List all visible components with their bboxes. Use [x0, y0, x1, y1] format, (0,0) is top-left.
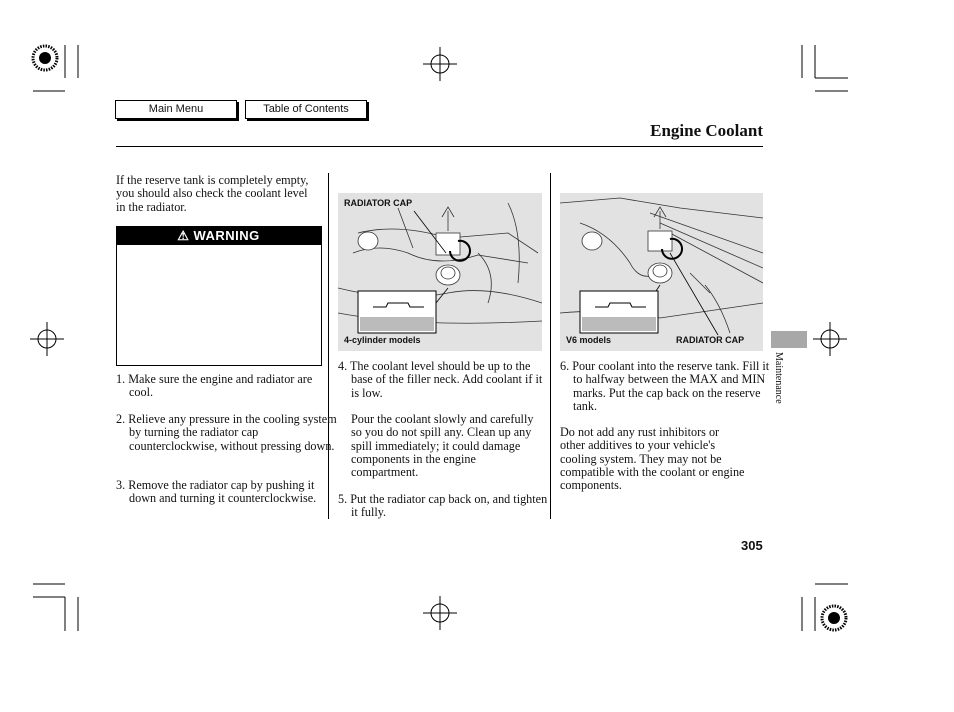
column-divider-2 — [550, 173, 551, 519]
warning-triangle-icon: ⚠ — [177, 228, 190, 243]
step-2: 2. Relieve any pressure in the cooling system by turning the radiator cap counterclockwise, without pressing down. — [116, 412, 337, 453]
page-number: 305 — [741, 538, 763, 553]
additives-note: Do not add any rust inhibitors or other additives to your vehicle's cooling system. They may not be compatible with the coolant or engine components. — [560, 425, 745, 493]
table-of-contents-button[interactable]: Table of Contents — [245, 100, 367, 119]
warning-header — [116, 226, 321, 245]
step-6: 6. Pour coolant into the reserve tank. Fill it to halfway between the MAX and MIN marks. Put the cap back on the reserve tank. — [560, 359, 770, 413]
engine-illustration-4cyl — [338, 193, 542, 351]
engine-illustration-v6 — [560, 193, 763, 351]
step-4-note: Pour the coolant slowly and carefully so you do not spill any. Clean up any spill immediately; it could damage components in the engine compartment. — [351, 412, 534, 480]
page-title: Engine Coolant — [650, 121, 763, 140]
4-cylinder-models-label: 4-cylinder models — [344, 335, 421, 345]
step-3: 3. Remove the radiator cap by pushing it down and turning it counterclockwise. — [116, 478, 317, 506]
warning-label: WARNING — [193, 228, 260, 243]
radiator-cap-v6-figure — [560, 193, 763, 351]
intro-paragraph: If the reserve tank is completely empty, you should also check the coolant level in the radiator. — [116, 173, 309, 214]
radiator-cap-4cyl-figure — [338, 193, 542, 351]
radiator-cap-label-v6: RADIATOR CAP — [676, 335, 745, 345]
step-4: 4. The coolant level should be up to the base of the filler neck. Add coolant if it is low. — [338, 359, 543, 400]
column-divider-1 — [328, 173, 329, 519]
section-tab-label: Maintenance — [773, 352, 784, 404]
v6-models-label: V6 models — [566, 335, 612, 345]
warning-box — [116, 226, 322, 366]
header-rule — [116, 146, 763, 147]
radiator-cap-label: RADIATOR CAP — [344, 198, 413, 208]
step-1: 1. Make sure the engine and radiator are cool. — [116, 372, 313, 400]
step-5: 5. Put the radiator cap back on, and tighten it fully. — [338, 492, 548, 520]
section-tab[interactable] — [771, 331, 807, 348]
main-menu-button[interactable]: Main Menu — [115, 100, 237, 119]
